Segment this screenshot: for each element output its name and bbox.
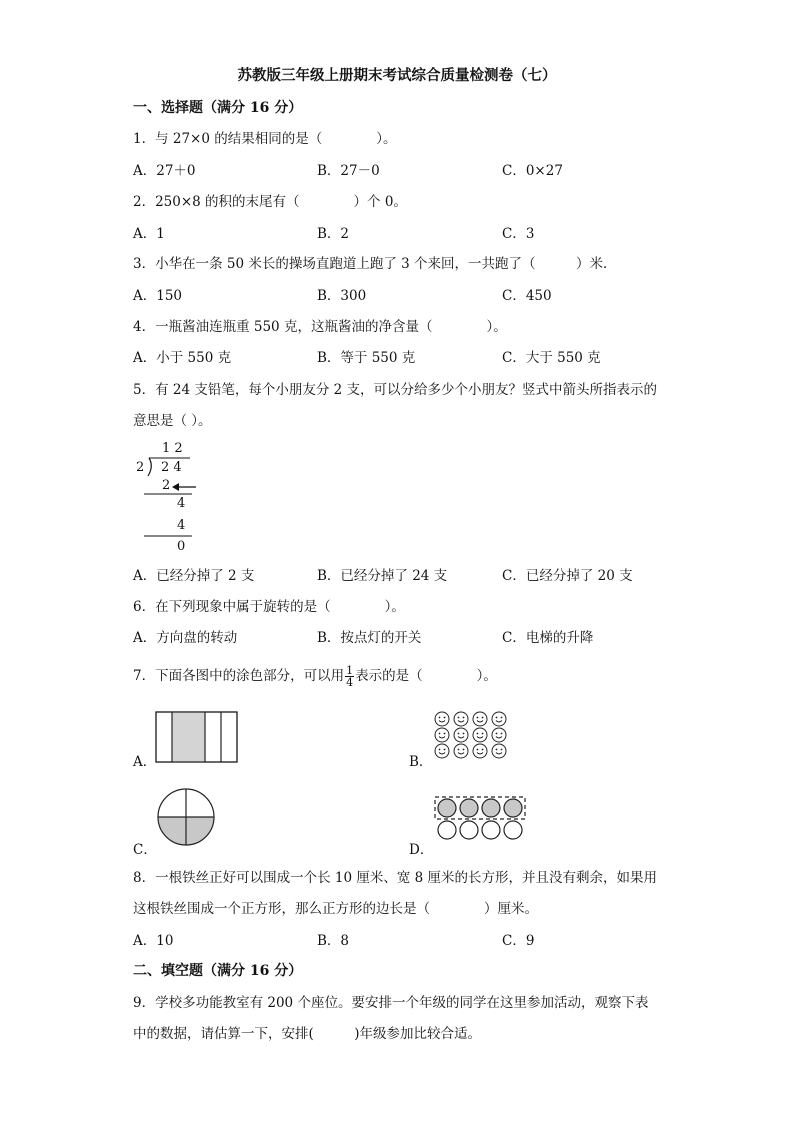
q5-stem-line1: 5．有 24 支铅笔，每个小朋友分 2 支，可以分给多少个小朋友？竖式中箭头所指表示的 <box>133 382 658 398</box>
exam-title: 苏教版三年级上册期末考试综合质量检测卷（七） <box>237 67 557 84</box>
q8-stem-line2: 这根铁丝围成一个正方形，那么正方形的边长是（ ）厘米。 <box>133 901 538 917</box>
division-quotient: 1 2 <box>162 441 183 456</box>
smiley-icon <box>435 744 449 758</box>
q6-option-b: B．按点灯的开关 <box>317 630 422 646</box>
q3-stem: 3．小华在一条 50 米长的操场直跑道上跑了 3 个来回，一共跑了（ ）米． <box>133 256 617 272</box>
q9-stem-line1: 9．学校多功能教室有 200 个座位。要安排一个年级的同学在这里参加活动，观察下表 <box>133 995 649 1011</box>
q9-stem-line2: 中的数据，请估算一下，安排( )年级参加比较合适。 <box>133 1026 482 1042</box>
division-remainder: 0 <box>177 539 186 554</box>
q1-option-c: C．0×27 <box>502 163 563 179</box>
fraction-numerator: 1 <box>346 664 354 677</box>
q1-stem: 1．与 27×0 的结果相同的是（ ）。 <box>133 131 397 147</box>
smiley-icon <box>473 744 487 758</box>
figure-d-circles <box>433 795 529 841</box>
division-dividend: 2 4 <box>161 460 182 475</box>
q2-option-a: A．1 <box>133 226 165 242</box>
q8-option-b: B．8 <box>317 933 350 949</box>
q4-stem: 4．一瓶酱油连瓶重 550 克，这瓶酱油的净含量（ ）。 <box>133 319 507 335</box>
q6-option-a: A．方向盘的转动 <box>133 630 238 646</box>
q4-option-c: C．大于 550 克 <box>502 350 601 366</box>
q8-option-a: A．10 <box>133 933 174 949</box>
q2-stem: 2．250×8 的积的末尾有（ ）个 0。 <box>133 194 407 210</box>
fraction-denominator: 4 <box>346 676 354 689</box>
empty-circle <box>460 821 478 839</box>
q7-option-a: A． <box>133 754 157 770</box>
q4-option-b: B．等于 550 克 <box>317 350 416 366</box>
division-step-product-2: 4 <box>177 518 186 533</box>
q8-stem-line1: 8．一根铁丝正好可以围成一个长 10 厘米、宽 8 厘米的长方形，并且没有剩余，如果用 <box>133 870 658 886</box>
q5-option-c: C．已经分掉了 20 支 <box>502 568 633 584</box>
shaded-circle <box>438 799 456 817</box>
q1-option-a: A．27＋0 <box>133 163 196 179</box>
q4-option-a: A．小于 550 克 <box>133 350 232 366</box>
division-divisor: 2 <box>136 460 145 475</box>
q3-option-b: B．300 <box>317 288 367 304</box>
q3-option-c: C．450 <box>502 288 552 304</box>
q6-option-c: C．电梯的升降 <box>502 630 594 646</box>
smiley-icon <box>473 728 487 742</box>
q7-stem-pre: 7．下面各图中的涂色部分，可以用 <box>133 668 345 684</box>
smiley-icon <box>454 728 468 742</box>
empty-circle <box>482 821 500 839</box>
fraction <box>345 665 354 688</box>
smiley-icon <box>492 712 506 726</box>
smiley-icon <box>454 712 468 726</box>
smiley-icon <box>492 744 506 758</box>
section-heading-fill: 二、填空题（满分 16 分） <box>133 963 303 979</box>
empty-circle <box>438 821 456 839</box>
q7-option-c: C． <box>133 842 157 858</box>
shaded-circle <box>504 799 522 817</box>
section-heading-choice: 一、选择题（满分 16 分） <box>133 100 303 116</box>
q6-stem: 6．在下列现象中属于旋转的是（ ）。 <box>133 599 405 615</box>
smiley-icon <box>492 728 506 742</box>
division-step-product: 2 <box>162 478 171 493</box>
q7-stem <box>133 665 497 688</box>
smiley-icon <box>435 728 449 742</box>
figure-b-smiley-grid <box>433 711 509 761</box>
empty-circle <box>504 821 522 839</box>
q1-option-b: B．27－0 <box>317 163 380 179</box>
q7-option-b: B． <box>409 754 433 770</box>
q2-option-b: B．2 <box>317 226 350 242</box>
figure-c-circle <box>156 787 216 847</box>
shaded-circle <box>482 799 500 817</box>
figure-a-rectangle <box>155 711 239 763</box>
arrow-icon <box>171 482 197 492</box>
q5-stem-line2: 意思是（ ）。 <box>133 413 212 429</box>
shaded-circle <box>460 799 478 817</box>
division-step-bring-down: 4 <box>177 496 186 511</box>
q7-stem-post: 表示的是（ ）。 <box>355 668 497 684</box>
q7-option-d: D． <box>409 842 434 858</box>
q8-option-c: C．9 <box>502 933 535 949</box>
smiley-icon <box>473 712 487 726</box>
q2-option-c: C．3 <box>502 226 535 242</box>
smiley-icon <box>435 712 449 726</box>
long-division-figure <box>130 438 210 558</box>
q3-option-a: A．150 <box>133 288 183 304</box>
smiley-icon <box>454 744 468 758</box>
q5-option-b: B．已经分掉了 24 支 <box>317 568 448 584</box>
q5-option-a: A．已经分掉了 2 支 <box>133 568 255 584</box>
